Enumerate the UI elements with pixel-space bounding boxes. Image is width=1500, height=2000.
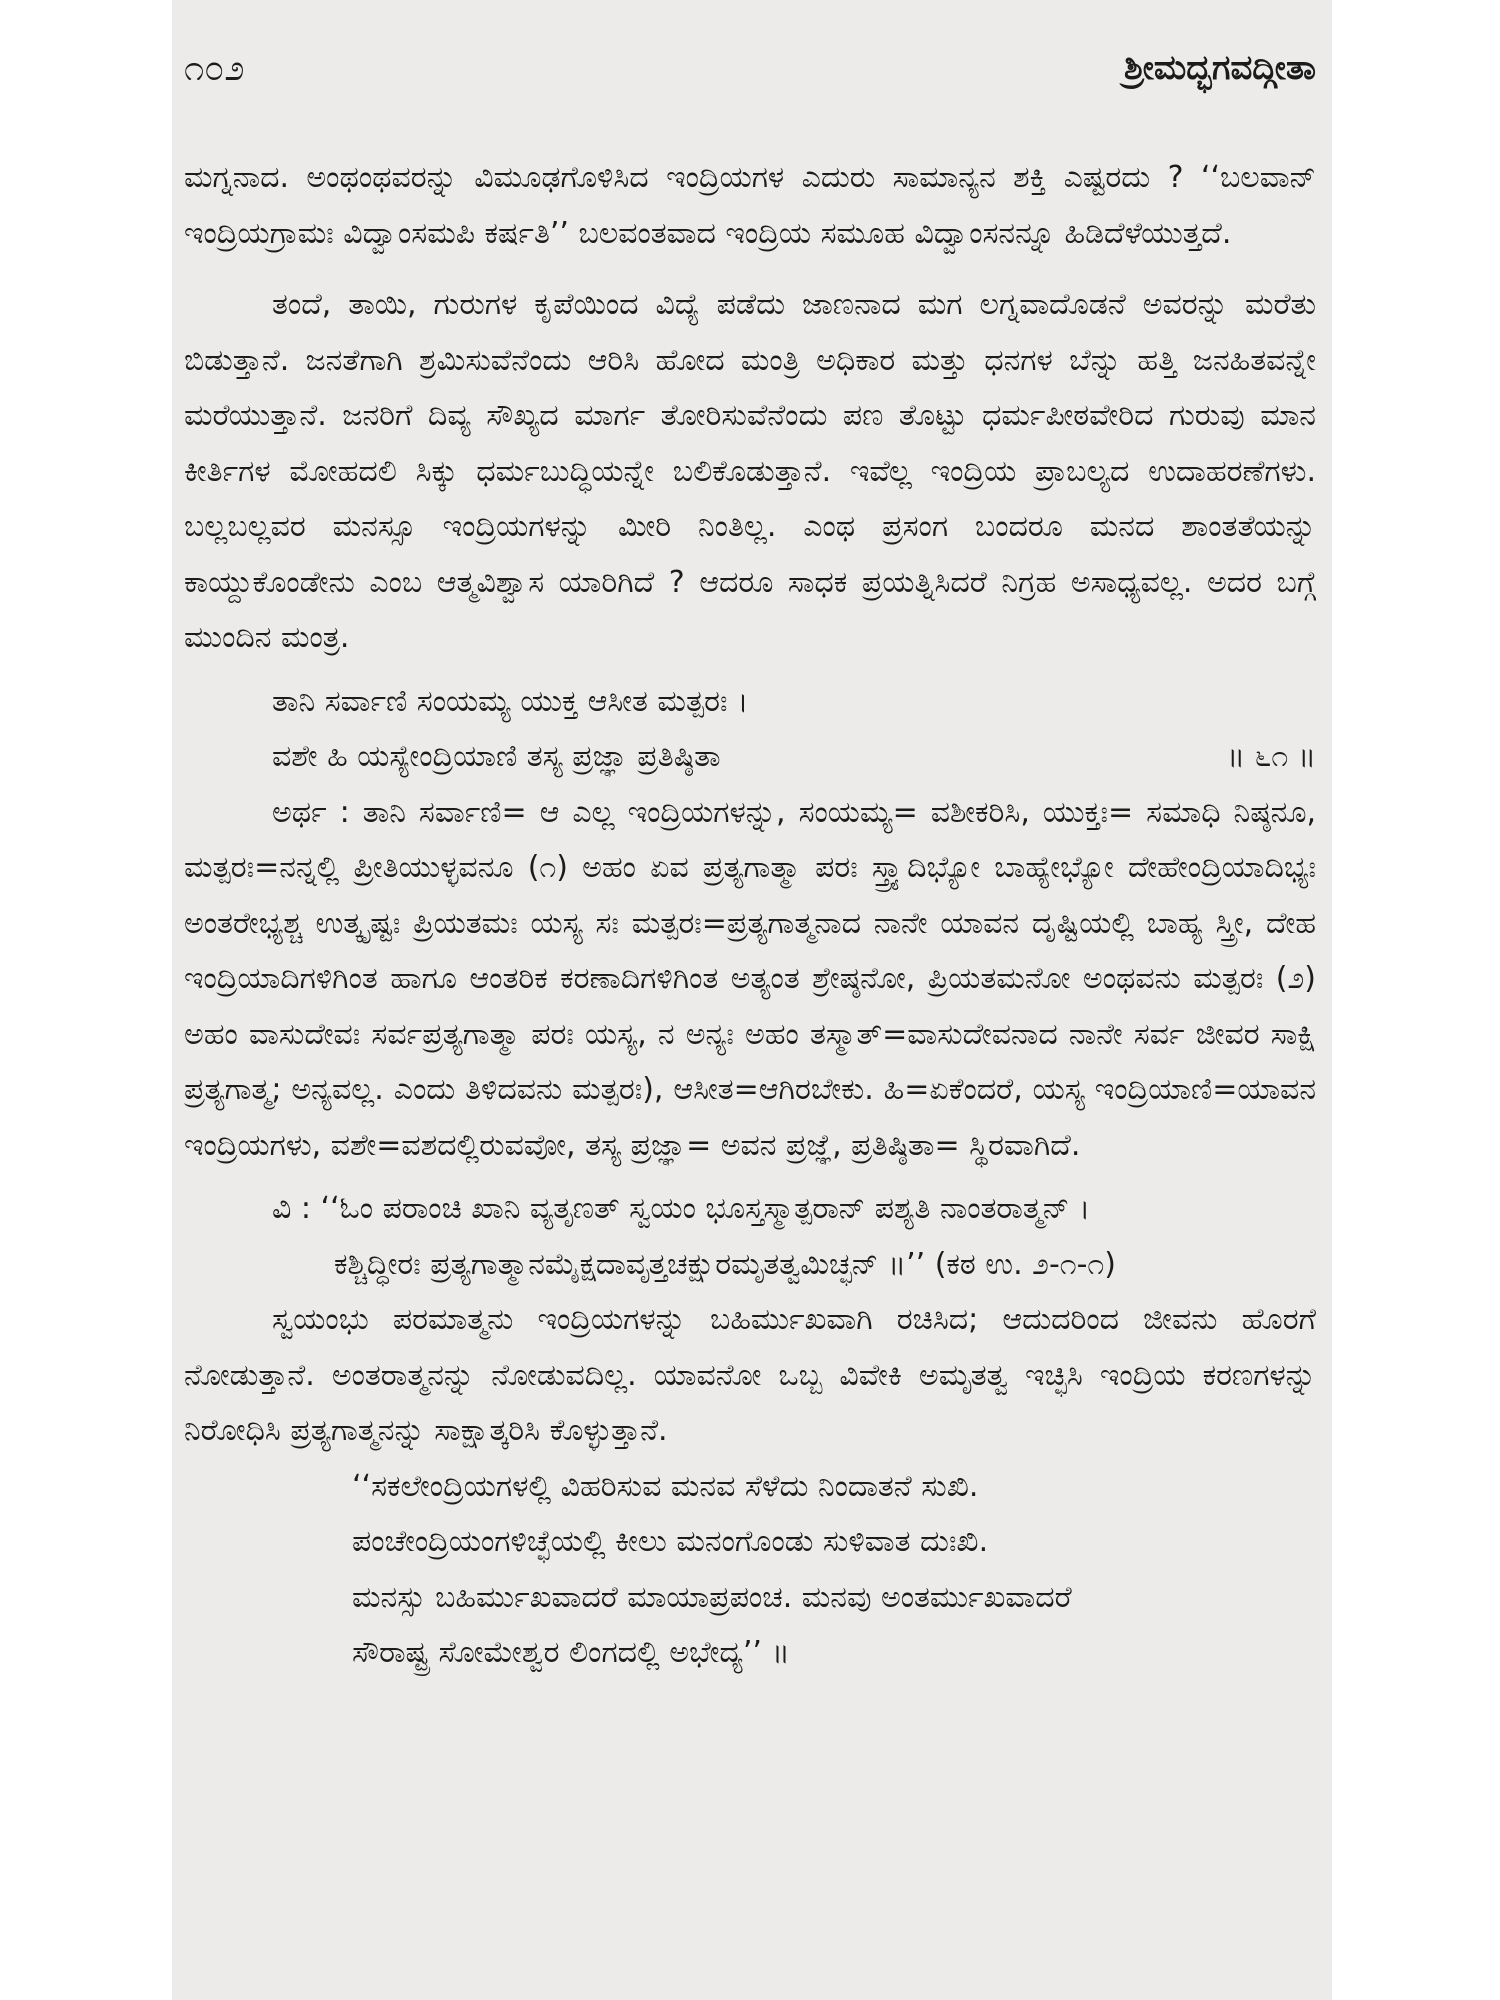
vachana-quote bbox=[184, 1459, 1316, 1681]
verse-line-1: ತಾನಿ ಸರ್ವಾಣಿ ಸಂಯಮ್ಯ ಯುಕ್ತ ಆಸೀತ ಮತ್ಪರಃ । bbox=[272, 683, 749, 719]
paragraph-1: ಮಗ್ನನಾದ. ಅಂಥಂಥವರನ್ನು ವಿಮೂಢಗೊಳಿಸಿದ ಇಂದ್ರಿಯಗಳ ಎದುರು ಸಾಮಾನ್ಯನ ಶಕ್ತಿ ಎಷ್ಟರದು ? ‘‘ಬಲವಾನ್ ಇಂದ್ರಿಯಗ್ರಾಮಃ ವಿದ್ವಾಂಸಮಪಿ ಕರ್ಷತಿ’’ ಬಲವಂತವಾದ ಇಂದ್ರಿಯ ಸಮೂಹ ವಿದ್ವಾಂಸನನ್ನೂ ಹಿಡಿದೆಳೆಯುತ್ತದೆ. bbox=[184, 160, 1316, 251]
upanishad-note bbox=[184, 1181, 1316, 1292]
page-content bbox=[184, 150, 1316, 1681]
verse-number: ॥ ೬೧ ॥ bbox=[1226, 739, 1316, 774]
quote-line-4: ಸೌರಾಷ್ಟ್ರ ಸೋಮೇಶ್ವರ ಲಿಂಗದಲ್ಲಿ ಅಭೇದ್ಯ’’ ॥ bbox=[352, 1635, 790, 1670]
verse-line-2: ವಶೇ ಹಿ ಯಸ್ಯೇಂದ್ರಿಯಾಣಿ ತಸ್ಯ ಪ್ರಜ್ಞಾ ಪ್ರತಿಷ್ಠಿತಾ bbox=[272, 739, 721, 774]
book-title: ಶ್ರೀಮದ್ಭಗವದ್ಗೀತಾ bbox=[1123, 48, 1316, 88]
page-header bbox=[184, 48, 1316, 108]
paragraph-4: ಸ್ವಯಂಭು ಪರಮಾತ್ಮನು ಇಂದ್ರಿಯಗಳನ್ನು ಬಹಿರ್ಮುಖವಾಗಿ ರಚಿಸಿದ; ಆದುದರಿಂದ ಜೀವನು ಹೊರಗೆ ನೋಡುತ್ತಾನೆ. ಅಂತರಾತ್ಮನನ್ನು ನೋಡುವದಿಲ್ಲ. ಯಾವನೋ ಒಬ್ಬ ವಿವೇಕಿ ಅಮೃತತ್ವ ಇಚ್ಛಿಸಿ ಇಂದ್ರಿಯ ಕರಣಗಳನ್ನು ನಿರೋಧಿಸಿ ಪ್ರತ್ಯಗಾತ್ಮನನ್ನು ಸಾಕ್ಷಾತ್ಕರಿಸಿ ಕೊಳ್ಳುತ್ತಾನೆ. bbox=[184, 1302, 1316, 1448]
note-line-2: ಕಶ್ಚಿದ್ಧೀರಃ ಪ್ರತ್ಯಗಾತ್ಮಾನಮೈಕ್ಷದಾವೃತ್ತಚಕ್ಷುರಮೃತತ್ವಮಿಚ್ಛನ್ ॥’’ (ಕಠ ಉ. ೨-೧-೧) bbox=[334, 1246, 1116, 1282]
quote-line-1: ‘‘ಸಕಲೇಂದ್ರಿಯಗಳಲ್ಲಿ ವಿಹರಿಸುವ ಮನವ ಸೆಳೆದು ನಿಂದಾತನೆ ಸುಖಿ. bbox=[352, 1468, 979, 1504]
meaning-paragraph: ಅರ್ಥ : ತಾನಿ ಸರ್ವಾಣಿ= ಆ ಎಲ್ಲ ಇಂದ್ರಿಯಗಳನ್ನು, ಸಂಯಮ್ಯ= ವಶೀಕರಿಸಿ, ಯುಕ್ತಃ= ಸಮಾಧಿ ನಿಷ್ಠನೂ, ಮತ್ಪರಃ=ನನ್ನಲ್ಲಿ ಪ್ರೀತಿಯುಳ್ಳವನೂ (೧) ಅಹಂ ಏವ ಪ್ರತ್ಯಗಾತ್ಮಾ ಪರಃ ಸ್ತ್ರ್ಯಾದಿಭ್ಯೋ ಬಾಹ್ಯೇಭ್ಯೋ ದೇಹೇಂದ್ರಿಯಾದಿಭ್ಯಃ ಅಂತರೇಭ್ಯಶ್ಚ ಉತ್ಕೃಷ್ಟಃ ಪ್ರಿಯತಮಃ ಯಸ್ಯ ಸಃ ಮತ್ಪರಃ=ಪ್ರತ್ಯಗಾತ್ಮನಾದ ನಾನೇ ಯಾವನ ದೃಷ್ಟಿಯಲ್ಲಿ ಬಾಹ್ಯ ಸ್ತ್ರೀ, ದೇಹ ಇಂದ್ರಿಯಾದಿಗಳಿಗಿಂತ ಹಾಗೂ ಆಂತರಿಕ ಕರಣಾದಿಗಳಿಗಿಂತ ಅತ್ಯಂತ ಶ್ರೇಷ್ಠನೋ, ಪ್ರಿಯತಮನೋ ಅಂಥವನು ಮತ್ಪರಃ (೨) ಅಹಂ ವಾಸುದೇವಃ ಸರ್ವಪ್ರತ್ಯಗಾತ್ಮಾ ಪರಃ ಯಸ್ಯ, ನ ಅನ್ಯಃ ಅಹಂ ತಸ್ಮಾತ್=ವಾಸುದೇವನಾದ ನಾನೇ ಸರ್ವ ಜೀವರ ಸಾಕ್ಷಿ ಪ್ರತ್ಯಗಾತ್ಮ; ಅನ್ಯವಲ್ಲ. ಎಂದು ತಿಳಿದವನು ಮತ್ಪರಃ), ಆಸೀತ=ಆಗಿರಬೇಕು. ಹಿ=ಏಕೆಂದರೆ, ಯಸ್ಯ ಇಂದ್ರಿಯಾಣಿ=ಯಾವನ ಇಂದ್ರಿಯಗಳು, ವಶೇ=ವಶದಲ್ಲಿರುವವೋ, ತಸ್ಯ ಪ್ರಜ್ಞಾ= ಅವನ ಪ್ರಜ್ಞೆ, ಪ್ರತಿಷ್ಠಿತಾ= ಸ್ಥಿರವಾಗಿದೆ. bbox=[184, 794, 1316, 1163]
paragraph-2: ತಂದೆ, ತಾಯಿ, ಗುರುಗಳ ಕೃಪೆಯಿಂದ ವಿದ್ಯೆ ಪಡೆದು ಜಾಣನಾದ ಮಗ ಲಗ್ನವಾದೊಡನೆ ಅವರನ್ನು ಮರೆತು ಬಿಡುತ್ತಾನೆ. ಜನತೆಗಾಗಿ ಶ್ರಮಿಸುವೆನೆಂದು ಆರಿಸಿ ಹೋದ ಮಂತ್ರಿ ಅಧಿಕಾರ ಮತ್ತು ಧನಗಳ ಬೆನ್ನು ಹತ್ತಿ ಜನಹಿತವನ್ನೇ ಮರೆಯುತ್ತಾನೆ. ಜನರಿಗೆ ದಿವ್ಯ ಸೌಖ್ಯದ ಮಾರ್ಗ ತೋರಿಸುವೆನೆಂದು ಪಣ ತೊಟ್ಟು ಧರ್ಮಪೀಠವೇರಿದ ಗುರುವು ಮಾನ ಕೀರ್ತಿಗಳ ಮೋಹದಲಿ ಸಿಕ್ಕು ಧರ್ಮಬುದ್ಧಿಯನ್ನೇ ಬಲಿಕೊಡುತ್ತಾನೆ. ಇವೆಲ್ಲ ಇಂದ್ರಿಯ ಪ್ರಾಬಲ್ಯದ ಉದಾಹರಣೆಗಳು. ಬಲ್ಲಬಲ್ಲವರ ಮನಸ್ಸೂ ಇಂದ್ರಿಯಗಳನ್ನು ಮೀರಿ ನಿಂತಿಲ್ಲ. ಎಂಥ ಪ್ರಸಂಗ ಬಂದರೂ ಮನದ ಶಾಂತತೆಯನ್ನು ಕಾಯ್ದುಕೊಂಡೇನು ಎಂಬ ಆತ್ಮವಿಶ್ವಾಸ ಯಾರಿಗಿದೆ ? ಆದರೂ ಸಾಧಕ ಪ್ರಯತ್ನಿಸಿದರೆ ನಿಗ್ರಹ ಅಸಾಧ್ಯವಲ್ಲ. ಅದರ ಬಗ್ಗೆ ಮುಂದಿನ ಮಂತ್ರ. bbox=[184, 287, 1316, 655]
page-number: ೧೦೨ bbox=[184, 48, 245, 89]
quote-line-2: ಪಂಚೇಂದ್ರಿಯಂಗಳಿಚ್ಛೆಯಲ್ಲಿ ಕೀಲು ಮನಂಗೊಂಡು ಸುಳಿವಾತ ದುಃಖಿ. bbox=[352, 1524, 989, 1559]
verse-block bbox=[184, 674, 1316, 785]
book-page bbox=[172, 0, 1332, 2000]
quote-line-3: ಮನಸ್ಸು ಬಹಿರ್ಮುಖವಾದರೆ ಮಾಯಾಪ್ರಪಂಚ. ಮನವು ಅಂತರ್ಮುಖವಾದರೆ bbox=[352, 1579, 1072, 1615]
verse-line-2-row bbox=[272, 729, 1316, 785]
note-line-1: ವಿ : ‘‘ಓಂ ಪರಾಂಚಿ ಖಾನಿ ವ್ಯತೃಣತ್ ಸ್ವಯಂ ಭೂಸ್ತಸ್ಮಾತ್ಪರಾನ್ ಪಶ್ಯತಿ ನಾಂತರಾತ್ಮನ್ । bbox=[272, 1191, 1091, 1226]
